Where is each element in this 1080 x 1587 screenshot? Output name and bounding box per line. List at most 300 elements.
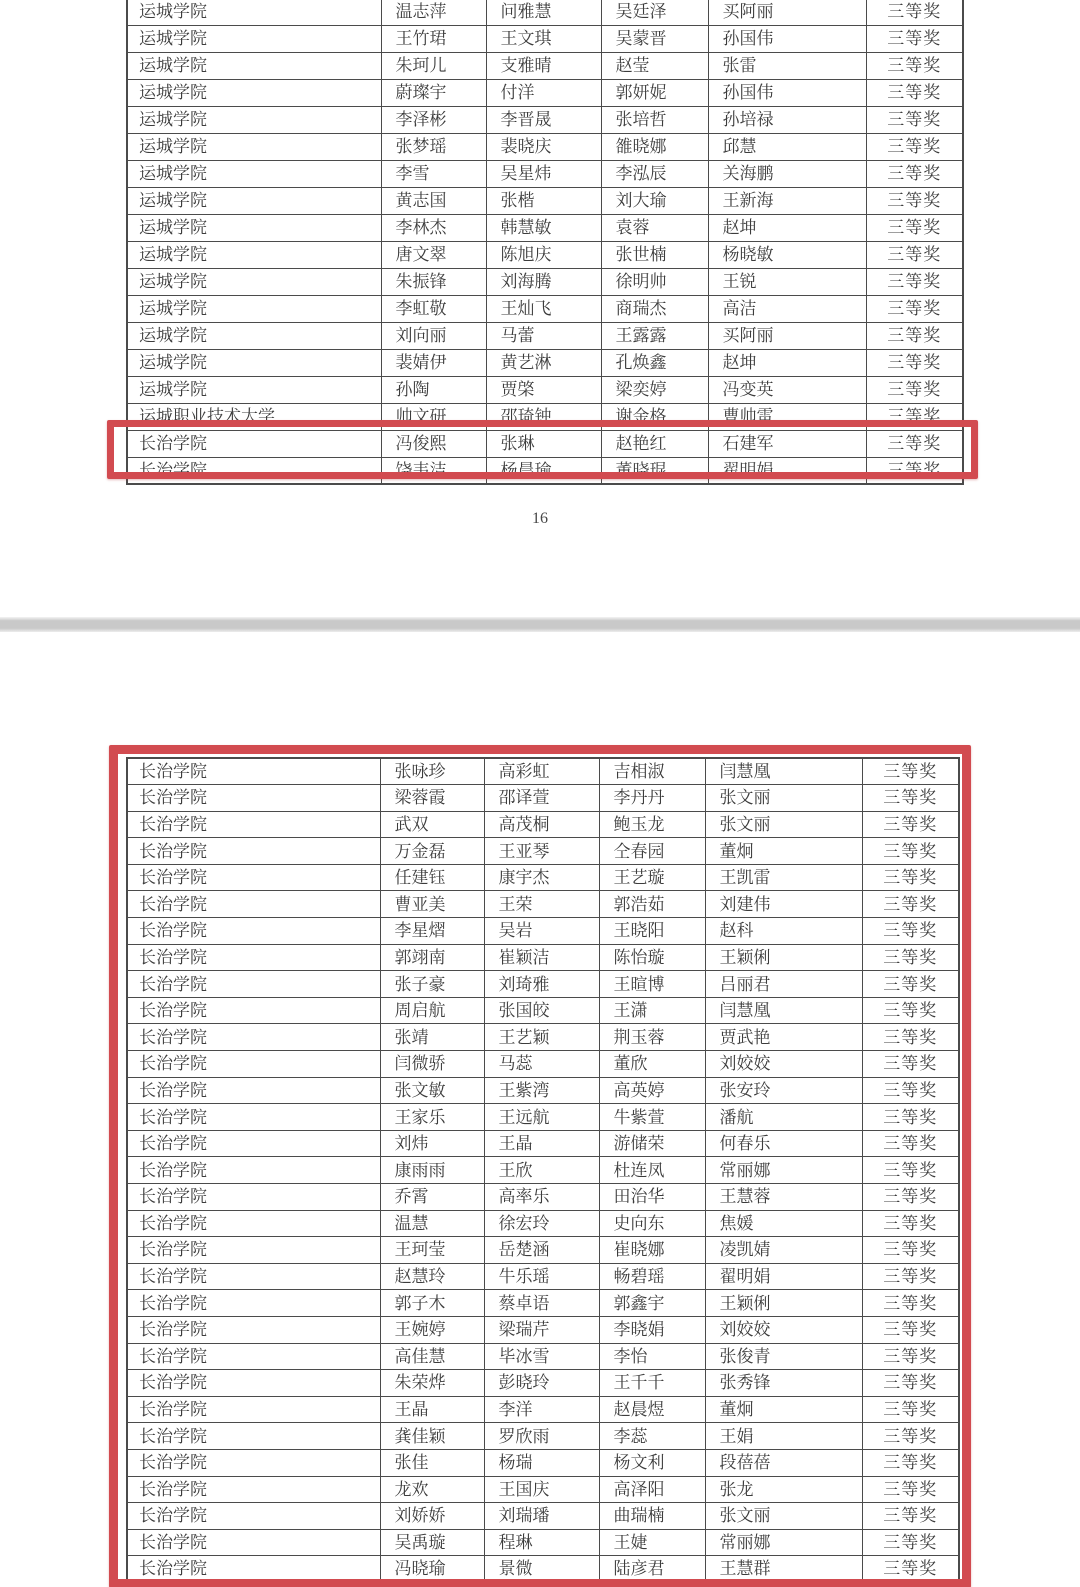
award-cell: 三等奖 xyxy=(862,1263,959,1290)
member4-cell: 刘建伟 xyxy=(705,891,862,918)
member2-cell: 贾棨 xyxy=(486,376,601,403)
member4-cell: 赵坤 xyxy=(708,349,866,376)
member2-cell: 陈旭庆 xyxy=(486,241,601,268)
award-cell: 三等奖 xyxy=(862,971,959,998)
member1-cell: 温慧 xyxy=(380,1210,484,1237)
member1-cell: 帅文研 xyxy=(381,403,486,430)
member3-cell: 郭浩茹 xyxy=(599,891,705,918)
award-cell: 三等奖 xyxy=(862,1157,959,1184)
member4-cell: 石建军 xyxy=(708,430,866,457)
member3-cell: 王艺璇 xyxy=(599,864,705,891)
school-cell: 运城学院 xyxy=(127,295,381,322)
award-cell: 三等奖 xyxy=(862,811,959,838)
table-row xyxy=(127,838,959,865)
member1-cell: 王竹珺 xyxy=(381,25,486,52)
member2-cell: 王国庆 xyxy=(484,1476,599,1503)
member3-cell: 吴蒙晋 xyxy=(601,25,708,52)
member3-cell: 王露露 xyxy=(601,322,708,349)
member2-cell: 牛乐瑶 xyxy=(484,1263,599,1290)
member3-cell: 王婕 xyxy=(599,1529,705,1556)
member2-cell: 吴星炜 xyxy=(486,160,601,187)
member1-cell: 武双 xyxy=(380,811,484,838)
member3-cell: 商瑞杰 xyxy=(601,295,708,322)
table-row xyxy=(127,1104,959,1131)
member2-cell: 杨晨瑜 xyxy=(486,457,601,484)
member1-cell: 张子豪 xyxy=(380,971,484,998)
member2-cell: 崔颖洁 xyxy=(484,944,599,971)
awards-table-page-17 xyxy=(126,757,960,1583)
award-cell: 三等奖 xyxy=(866,430,963,457)
member4-cell: 潘航 xyxy=(705,1104,862,1131)
member1-cell: 高佳慧 xyxy=(380,1343,484,1370)
member4-cell: 邱慧 xyxy=(708,133,866,160)
member2-cell: 黄艺淋 xyxy=(486,349,601,376)
member1-cell: 冯俊熙 xyxy=(381,430,486,457)
award-cell: 三等奖 xyxy=(866,25,963,52)
member2-cell: 王亚琴 xyxy=(484,838,599,865)
school-cell: 运城学院 xyxy=(127,25,381,52)
member3-cell: 梁奕婷 xyxy=(601,376,708,403)
school-cell: 长治学院 xyxy=(127,997,380,1024)
table-row xyxy=(127,1237,959,1264)
member4-cell: 张文丽 xyxy=(705,811,862,838)
table-row xyxy=(127,1529,959,1556)
member1-cell: 刘向丽 xyxy=(381,322,486,349)
award-cell: 三等奖 xyxy=(866,187,963,214)
award-cell: 三等奖 xyxy=(862,1104,959,1131)
award-cell: 三等奖 xyxy=(862,1449,959,1476)
member1-cell: 闫微骄 xyxy=(380,1051,484,1078)
table-row xyxy=(127,918,959,945)
school-cell: 长治学院 xyxy=(127,1556,380,1583)
member2-cell: 高率乐 xyxy=(484,1184,599,1211)
member3-cell: 李丹丹 xyxy=(599,785,705,812)
award-cell: 三等奖 xyxy=(866,0,963,25)
member3-cell: 李蕊 xyxy=(599,1423,705,1450)
award-cell: 三等奖 xyxy=(862,1396,959,1423)
member2-cell: 罗欣雨 xyxy=(484,1423,599,1450)
award-cell: 三等奖 xyxy=(862,1290,959,1317)
member1-cell: 康雨雨 xyxy=(380,1157,484,1184)
member4-cell: 孙培禄 xyxy=(708,106,866,133)
award-cell: 三等奖 xyxy=(866,457,963,484)
table-row xyxy=(127,376,963,403)
member4-cell: 买阿丽 xyxy=(708,0,866,25)
member1-cell: 刘炜 xyxy=(380,1130,484,1157)
member2-cell: 邵译萱 xyxy=(484,785,599,812)
member1-cell: 张文敏 xyxy=(380,1077,484,1104)
table-row xyxy=(127,268,963,295)
member3-cell: 曲瑞楠 xyxy=(599,1503,705,1530)
member2-cell: 张琳 xyxy=(486,430,601,457)
member3-cell: 王潇 xyxy=(599,997,705,1024)
table-row xyxy=(127,758,959,785)
award-cell: 三等奖 xyxy=(862,1529,959,1556)
award-cell: 三等奖 xyxy=(862,944,959,971)
table-row xyxy=(127,457,963,484)
table-row xyxy=(127,214,963,241)
award-cell: 三等奖 xyxy=(862,1503,959,1530)
member1-cell: 张靖 xyxy=(380,1024,484,1051)
member4-cell: 高洁 xyxy=(708,295,866,322)
award-cell: 三等奖 xyxy=(862,891,959,918)
member3-cell: 杜连凤 xyxy=(599,1157,705,1184)
member1-cell: 龚佳颖 xyxy=(380,1423,484,1450)
member3-cell: 李怡 xyxy=(599,1343,705,1370)
member1-cell: 朱振锋 xyxy=(381,268,486,295)
member2-cell: 康宇杰 xyxy=(484,864,599,891)
school-cell: 运城学院 xyxy=(127,268,381,295)
school-cell: 运城学院 xyxy=(127,0,381,25)
member4-cell: 赵坤 xyxy=(708,214,866,241)
table-row xyxy=(127,1130,959,1157)
award-cell: 三等奖 xyxy=(862,1210,959,1237)
member1-cell: 李雪 xyxy=(381,160,486,187)
award-cell: 三等奖 xyxy=(862,1476,959,1503)
member4-cell: 孙国伟 xyxy=(708,25,866,52)
award-cell: 三等奖 xyxy=(862,864,959,891)
school-cell: 长治学院 xyxy=(127,1184,380,1211)
member4-cell: 王娟 xyxy=(705,1423,862,1450)
member3-cell: 吴廷泽 xyxy=(601,0,708,25)
member4-cell: 闫慧凰 xyxy=(705,997,862,1024)
school-cell: 运城学院 xyxy=(127,241,381,268)
member2-cell: 邵琦钟 xyxy=(486,403,601,430)
member1-cell: 万金磊 xyxy=(380,838,484,865)
school-cell: 运城职业技术大学 xyxy=(127,403,381,430)
member2-cell: 问雅慧 xyxy=(486,0,601,25)
member4-cell: 买阿丽 xyxy=(708,322,866,349)
member4-cell: 张文丽 xyxy=(705,785,862,812)
member2-cell: 杨瑞 xyxy=(484,1449,599,1476)
member1-cell: 乔霄 xyxy=(380,1184,484,1211)
page-number: 16 xyxy=(532,510,548,527)
member2-cell: 王艺颖 xyxy=(484,1024,599,1051)
member3-cell: 董晓琨 xyxy=(601,457,708,484)
table-row xyxy=(127,79,963,106)
member4-cell: 王颖俐 xyxy=(705,944,862,971)
member3-cell: 张培哲 xyxy=(601,106,708,133)
awards-table-page-16 xyxy=(126,0,964,485)
member2-cell: 王荣 xyxy=(484,891,599,918)
member4-cell: 翟明娟 xyxy=(705,1263,862,1290)
school-cell: 长治学院 xyxy=(127,891,380,918)
member1-cell: 唐文翠 xyxy=(381,241,486,268)
school-cell: 长治学院 xyxy=(127,811,380,838)
member3-cell: 徐明帅 xyxy=(601,268,708,295)
school-cell: 长治学院 xyxy=(127,1423,380,1450)
member2-cell: 张楷 xyxy=(486,187,601,214)
table-row xyxy=(127,1077,959,1104)
member2-cell: 梁瑞芹 xyxy=(484,1316,599,1343)
school-cell: 长治学院 xyxy=(127,1503,380,1530)
school-cell: 长治学院 xyxy=(127,864,380,891)
member1-cell: 孙陶 xyxy=(381,376,486,403)
member2-cell: 付洋 xyxy=(486,79,601,106)
member2-cell: 吴岩 xyxy=(484,918,599,945)
school-cell: 长治学院 xyxy=(127,1449,380,1476)
member2-cell: 韩慧敏 xyxy=(486,214,601,241)
member1-cell: 王家乐 xyxy=(380,1104,484,1131)
member4-cell: 董炯 xyxy=(705,1396,862,1423)
member2-cell: 蔡卓语 xyxy=(484,1290,599,1317)
table-row xyxy=(127,187,963,214)
school-cell: 运城学院 xyxy=(127,322,381,349)
award-cell: 三等奖 xyxy=(862,1370,959,1397)
table-row xyxy=(127,1556,959,1583)
member2-cell: 李晋晟 xyxy=(486,106,601,133)
member1-cell: 周启航 xyxy=(380,997,484,1024)
member1-cell: 王珂莹 xyxy=(380,1237,484,1264)
table-row xyxy=(127,1370,959,1397)
member2-cell: 王紫湾 xyxy=(484,1077,599,1104)
award-cell: 三等奖 xyxy=(862,997,959,1024)
member4-cell: 张安玲 xyxy=(705,1077,862,1104)
page-gap-divider xyxy=(0,617,1080,632)
award-cell: 三等奖 xyxy=(866,295,963,322)
school-cell: 运城学院 xyxy=(127,133,381,160)
member2-cell: 李洋 xyxy=(484,1396,599,1423)
member4-cell: 常丽娜 xyxy=(705,1529,862,1556)
member1-cell: 郭翊南 xyxy=(380,944,484,971)
member2-cell: 岳楚涵 xyxy=(484,1237,599,1264)
member2-cell: 彭晓玲 xyxy=(484,1370,599,1397)
award-cell: 三等奖 xyxy=(862,1316,959,1343)
award-cell: 三等奖 xyxy=(866,322,963,349)
school-cell: 长治学院 xyxy=(127,430,381,457)
member2-cell: 王晶 xyxy=(484,1130,599,1157)
member2-cell: 王远航 xyxy=(484,1104,599,1131)
member1-cell: 裴婧伊 xyxy=(381,349,486,376)
table-row xyxy=(127,1290,959,1317)
member3-cell: 史向东 xyxy=(599,1210,705,1237)
table-row xyxy=(127,1476,959,1503)
member3-cell: 董欣 xyxy=(599,1051,705,1078)
member4-cell: 张龙 xyxy=(705,1476,862,1503)
member2-cell: 裴晓庆 xyxy=(486,133,601,160)
award-cell: 三等奖 xyxy=(862,1024,959,1051)
member2-cell: 王灿飞 xyxy=(486,295,601,322)
school-cell: 长治学院 xyxy=(127,785,380,812)
member1-cell: 温志萍 xyxy=(381,0,486,25)
member1-cell: 张佳 xyxy=(380,1449,484,1476)
member4-cell: 王新海 xyxy=(708,187,866,214)
member2-cell: 程琳 xyxy=(484,1529,599,1556)
award-cell: 三等奖 xyxy=(862,1184,959,1211)
table-row xyxy=(127,1210,959,1237)
award-cell: 三等奖 xyxy=(866,241,963,268)
member2-cell: 支雅晴 xyxy=(486,52,601,79)
member3-cell: 王暄博 xyxy=(599,971,705,998)
award-cell: 三等奖 xyxy=(862,1237,959,1264)
school-cell: 长治学院 xyxy=(127,1157,380,1184)
member2-cell: 马蕊 xyxy=(484,1051,599,1078)
table-row xyxy=(127,1503,959,1530)
member1-cell: 王婉婷 xyxy=(380,1316,484,1343)
member1-cell: 蔚璨宇 xyxy=(381,79,486,106)
table-row xyxy=(127,1263,959,1290)
member4-cell: 王锐 xyxy=(708,268,866,295)
award-cell: 三等奖 xyxy=(862,1051,959,1078)
school-cell: 长治学院 xyxy=(127,944,380,971)
member4-cell: 闫慧凰 xyxy=(705,758,862,785)
award-cell: 三等奖 xyxy=(866,79,963,106)
school-cell: 长治学院 xyxy=(127,1263,380,1290)
award-cell: 三等奖 xyxy=(866,403,963,430)
table-row xyxy=(127,0,963,25)
member3-cell: 高英婷 xyxy=(599,1077,705,1104)
member4-cell: 王慧蓉 xyxy=(705,1184,862,1211)
member4-cell: 王慧群 xyxy=(705,1556,862,1583)
award-cell: 三等奖 xyxy=(866,376,963,403)
table-row xyxy=(127,1449,959,1476)
award-cell: 三等奖 xyxy=(866,106,963,133)
member4-cell: 刘姣姣 xyxy=(705,1051,862,1078)
member1-cell: 赵慧玲 xyxy=(380,1263,484,1290)
member1-cell: 冯晓瑜 xyxy=(380,1556,484,1583)
member2-cell: 王欣 xyxy=(484,1157,599,1184)
member1-cell: 龙欢 xyxy=(380,1476,484,1503)
school-cell: 长治学院 xyxy=(127,918,380,945)
award-cell: 三等奖 xyxy=(862,918,959,945)
school-cell: 长治学院 xyxy=(127,1529,380,1556)
school-cell: 运城学院 xyxy=(127,52,381,79)
member3-cell: 谢金格 xyxy=(601,403,708,430)
member4-cell: 常丽娜 xyxy=(705,1157,862,1184)
school-cell: 长治学院 xyxy=(127,758,380,785)
school-cell: 长治学院 xyxy=(127,971,380,998)
member4-cell: 焦媛 xyxy=(705,1210,862,1237)
table-row xyxy=(127,1184,959,1211)
award-cell: 三等奖 xyxy=(866,133,963,160)
member2-cell: 马蕾 xyxy=(486,322,601,349)
member1-cell: 张梦瑶 xyxy=(381,133,486,160)
table-row xyxy=(127,322,963,349)
member3-cell: 高泽阳 xyxy=(599,1476,705,1503)
member3-cell: 吉相淑 xyxy=(599,758,705,785)
table-row xyxy=(127,944,959,971)
award-cell: 三等奖 xyxy=(862,785,959,812)
table-row xyxy=(127,349,963,376)
table-row xyxy=(127,811,959,838)
school-cell: 长治学院 xyxy=(127,1130,380,1157)
member3-cell: 孔焕鑫 xyxy=(601,349,708,376)
member1-cell: 朱荣烨 xyxy=(380,1370,484,1397)
member2-cell: 刘海腾 xyxy=(486,268,601,295)
member1-cell: 任建钰 xyxy=(380,864,484,891)
award-cell: 三等奖 xyxy=(862,1077,959,1104)
member1-cell: 曹亚美 xyxy=(380,891,484,918)
member4-cell: 王颖俐 xyxy=(705,1290,862,1317)
member4-cell: 张秀锋 xyxy=(705,1370,862,1397)
award-cell: 三等奖 xyxy=(866,214,963,241)
school-cell: 长治学院 xyxy=(127,1024,380,1051)
award-cell: 三等奖 xyxy=(862,1556,959,1583)
table-row xyxy=(127,1396,959,1423)
table-row xyxy=(127,160,963,187)
member2-cell: 张国皎 xyxy=(484,997,599,1024)
member3-cell: 李泓辰 xyxy=(601,160,708,187)
member2-cell: 毕冰雪 xyxy=(484,1343,599,1370)
member4-cell: 贾武艳 xyxy=(705,1024,862,1051)
table-row xyxy=(127,1157,959,1184)
member4-cell: 关海鹏 xyxy=(708,160,866,187)
member4-cell: 张文丽 xyxy=(705,1503,862,1530)
table-row xyxy=(127,241,963,268)
award-cell: 三等奖 xyxy=(862,1343,959,1370)
table-row xyxy=(127,430,963,457)
school-cell: 长治学院 xyxy=(127,1290,380,1317)
school-cell: 运城学院 xyxy=(127,160,381,187)
school-cell: 长治学院 xyxy=(127,1210,380,1237)
member4-cell: 王凯雷 xyxy=(705,864,862,891)
member1-cell: 王晶 xyxy=(380,1396,484,1423)
award-cell: 三等奖 xyxy=(862,1423,959,1450)
member3-cell: 张世楠 xyxy=(601,241,708,268)
member4-cell: 杨晓敏 xyxy=(708,241,866,268)
member1-cell: 郭子木 xyxy=(380,1290,484,1317)
school-cell: 运城学院 xyxy=(127,349,381,376)
member1-cell: 饶韦洁 xyxy=(381,457,486,484)
table-row xyxy=(127,1343,959,1370)
member2-cell: 景微 xyxy=(484,1556,599,1583)
school-cell: 长治学院 xyxy=(127,1237,380,1264)
table-row xyxy=(127,106,963,133)
table-row xyxy=(127,997,959,1024)
award-cell: 三等奖 xyxy=(862,1130,959,1157)
member4-cell: 翟明娟 xyxy=(708,457,866,484)
member3-cell: 牛紫萱 xyxy=(599,1104,705,1131)
school-cell: 长治学院 xyxy=(127,1104,380,1131)
member4-cell: 曹帅雷 xyxy=(708,403,866,430)
member3-cell: 杨文利 xyxy=(599,1449,705,1476)
member4-cell: 吕丽君 xyxy=(705,971,862,998)
table-row xyxy=(127,1051,959,1078)
member3-cell: 刘大瑜 xyxy=(601,187,708,214)
table-row xyxy=(127,891,959,918)
school-cell: 运城学院 xyxy=(127,79,381,106)
member3-cell: 赵艳红 xyxy=(601,430,708,457)
member3-cell: 崔晓娜 xyxy=(599,1237,705,1264)
member1-cell: 李林杰 xyxy=(381,214,486,241)
school-cell: 长治学院 xyxy=(127,1051,380,1078)
member1-cell: 刘娇娇 xyxy=(380,1503,484,1530)
member1-cell: 李虹敬 xyxy=(381,295,486,322)
member3-cell: 陈怡璇 xyxy=(599,944,705,971)
school-cell: 长治学院 xyxy=(127,1077,380,1104)
member3-cell: 赵晨煜 xyxy=(599,1396,705,1423)
award-cell: 三等奖 xyxy=(866,268,963,295)
table-row xyxy=(127,785,959,812)
school-cell: 长治学院 xyxy=(127,1316,380,1343)
table-row xyxy=(127,133,963,160)
member4-cell: 何春乐 xyxy=(705,1130,862,1157)
member3-cell: 鲍玉龙 xyxy=(599,811,705,838)
member2-cell: 高彩虹 xyxy=(484,758,599,785)
table-row xyxy=(127,52,963,79)
table-row xyxy=(127,864,959,891)
member1-cell: 李星熠 xyxy=(380,918,484,945)
table-row xyxy=(127,1423,959,1450)
member1-cell: 黄志国 xyxy=(381,187,486,214)
member1-cell: 梁蓉霞 xyxy=(380,785,484,812)
school-cell: 长治学院 xyxy=(127,1370,380,1397)
award-cell: 三等奖 xyxy=(866,160,963,187)
member2-cell: 刘瑞璠 xyxy=(484,1503,599,1530)
school-cell: 长治学院 xyxy=(127,457,381,484)
member4-cell: 凌凯婧 xyxy=(705,1237,862,1264)
member1-cell: 朱珂儿 xyxy=(381,52,486,79)
